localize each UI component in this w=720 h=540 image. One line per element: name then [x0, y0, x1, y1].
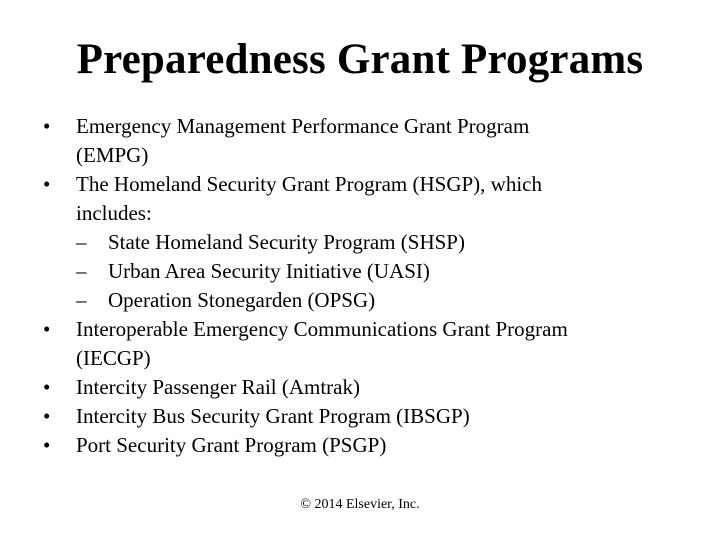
- bullet-line: Interoperable Emergency Communications Grant Program: [76, 317, 568, 341]
- sub-bullet-list: [76, 228, 683, 315]
- slide-title: Preparedness Grant Programs: [76, 36, 644, 83]
- dash-marker: –: [76, 259, 87, 283]
- sub-item-text: Urban Area Security Initiative (UASI): [108, 259, 430, 283]
- bullet-marker: •: [43, 404, 51, 428]
- bullet-item-amtrak: [43, 373, 683, 402]
- bullet-line: (IECGP): [76, 346, 151, 370]
- bullet-marker: •: [43, 317, 51, 341]
- sub-item-opsg: [76, 286, 683, 315]
- bullet-item-hsgp: [43, 170, 683, 315]
- bullet-marker: •: [43, 375, 51, 399]
- bullet-line: Port Security Grant Program (PSGP): [76, 433, 387, 457]
- copyright-footer: © 2014 Elsevier, Inc.: [300, 497, 420, 512]
- bullet-marker: •: [43, 172, 51, 196]
- bullet-marker: •: [43, 433, 51, 457]
- bullet-item-iecgp: [43, 315, 683, 373]
- sub-item-text: Operation Stonegarden (OPSG): [108, 288, 376, 312]
- bullet-line: Intercity Bus Security Grant Program (IBSGP): [76, 404, 470, 428]
- bullet-item-empg: [43, 112, 683, 170]
- dash-marker: –: [76, 288, 87, 312]
- bullet-list: [43, 112, 683, 460]
- bullet-marker: •: [43, 114, 51, 138]
- bullet-line: Emergency Management Performance Grant Program: [76, 114, 530, 138]
- bullet-item-ibsgp: [43, 402, 683, 431]
- sub-item-shsp: [76, 228, 683, 257]
- dash-marker: –: [76, 230, 87, 254]
- bullet-line: The Homeland Security Grant Program (HSGP), which: [76, 172, 542, 196]
- bullet-line: includes:: [76, 201, 152, 225]
- sub-item-uasi: [76, 257, 683, 286]
- bullet-line: Intercity Passenger Rail (Amtrak): [76, 375, 360, 399]
- bullet-line: (EMPG): [76, 143, 149, 167]
- sub-item-text: State Homeland Security Program (SHSP): [108, 230, 465, 254]
- bullet-item-psgp: [43, 431, 683, 460]
